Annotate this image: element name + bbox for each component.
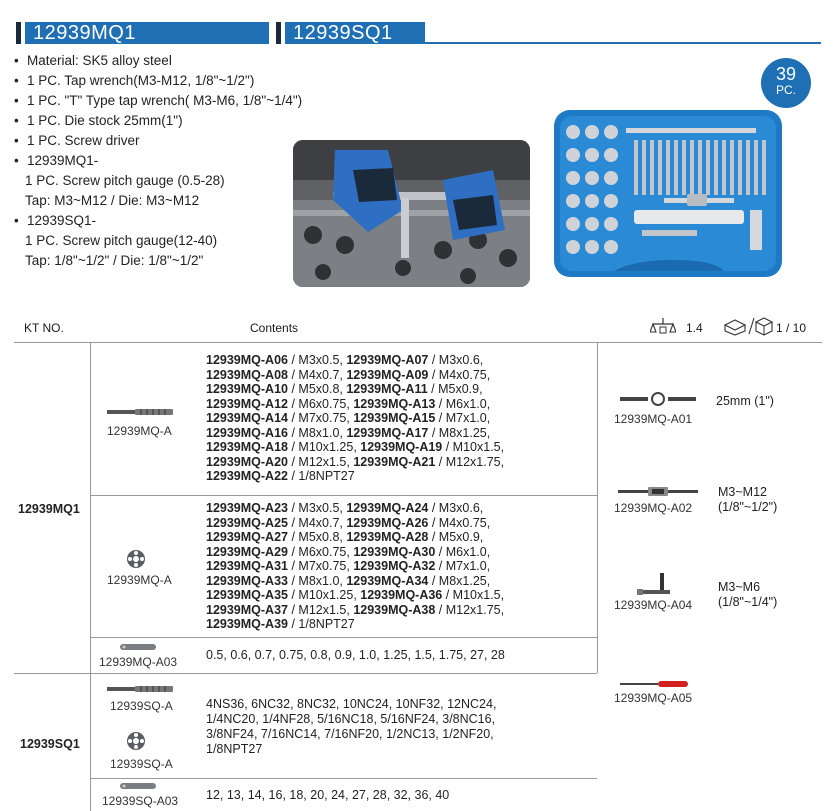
item-code: 12939MQ-A34 <box>346 573 429 588</box>
item-size: / M10x1.5, <box>442 440 505 454</box>
item-code: 12939MQ-A19 <box>360 440 443 454</box>
item-code: 12939MQ-A07 <box>346 353 429 367</box>
item-code: 12939MQ-A23 <box>206 501 288 515</box>
item-code: 12939MQ-A25 <box>206 515 288 530</box>
item-code: 12939MQ-A31 <box>206 559 288 573</box>
item-code: 12939MQ-A15 <box>353 411 436 425</box>
spec-text: 12939SQ1- <box>27 213 97 228</box>
tap-code: 12939MQ-A <box>107 424 172 438</box>
a02-size1: M3~M12 <box>718 485 767 499</box>
weight-icon <box>650 316 676 336</box>
item-size: / M7x1.0, <box>435 559 491 573</box>
die-list-row <box>206 516 594 531</box>
tap-list-row <box>206 455 594 470</box>
piece-count-badge <box>761 58 811 108</box>
tap-wrench-icon <box>618 486 698 498</box>
product-case-image <box>554 110 782 277</box>
sq-gauge-code: 12939SQ-A03 <box>102 794 179 808</box>
item-code: 12939MQ-A21 <box>353 454 436 469</box>
tap-list-row <box>206 411 594 426</box>
mq1-die-list <box>206 501 594 632</box>
tap-list-row <box>206 353 594 368</box>
item-size: / M8x1.0, <box>288 425 347 440</box>
die-icon <box>126 731 146 751</box>
item-size: / M8x1.0, <box>288 573 347 588</box>
col-contents: Contents <box>250 321 299 335</box>
item-code: 12939MQ-A18 <box>206 440 288 454</box>
mq1-tap-list <box>206 353 594 484</box>
spec-text: 1 PC. Tap wrench(M3-M12, 1/8"~1/2") <box>27 73 255 88</box>
tap-list-row <box>206 382 594 397</box>
item-size: / M6x0.75, <box>288 544 354 559</box>
spec-text: 1 PC. "T" Type tap wrench( M3-M6, 1/8"~1/4") <box>27 93 303 108</box>
sq1-size-line: 1/8NPT27 <box>206 742 263 756</box>
item-code: 12939MQ-A10 <box>206 382 288 396</box>
item-code: 12939MQ-A11 <box>346 382 428 396</box>
item-code: 12939MQ-A39 <box>206 617 288 631</box>
die-list-row <box>206 501 594 516</box>
header-bar-left <box>16 22 266 44</box>
item-size: / M4x0.7, <box>288 515 347 530</box>
tap-list-row <box>206 426 594 441</box>
item-size: / M6x0.75, <box>288 396 354 411</box>
screwdriver-icon <box>620 680 688 688</box>
item-size: / M7x0.75, <box>288 559 354 573</box>
item-size: / M3x0.6, <box>428 501 484 515</box>
spec-t-wrench: • 1 PC. "T" Type tap wrench( M3-M6, 1/8"~1/4") <box>14 93 303 108</box>
spec-material: • Material: SK5 alloy steel <box>14 53 172 68</box>
col-kt-no: KT NO. <box>24 321 64 335</box>
item-code: 12939MQ-A24 <box>346 501 429 515</box>
t-wrench-icon <box>636 573 672 599</box>
tap-icon <box>107 685 173 693</box>
group-divider <box>14 673 597 674</box>
sq1-gauge-values: 12, 13, 14, 16, 18, 20, 24, 27, 28, 32, 36, 40 <box>206 788 450 802</box>
header-bar-right <box>276 22 821 44</box>
item-size: / M7x1.0, <box>435 411 491 425</box>
item-size: / M10x1.25, <box>288 588 361 602</box>
item-code: 12939MQ-A38 <box>353 602 436 617</box>
item-size: / M8x1.25, <box>428 573 491 588</box>
item-code: 12939MQ-A26 <box>346 515 429 530</box>
item-size: / M4x0.75, <box>428 515 491 530</box>
gauge-code: 12939MQ-A03 <box>99 655 178 669</box>
item-size: / M6x1.0, <box>435 396 491 411</box>
item-code: 12939MQ-A37 <box>206 602 288 617</box>
item-size: / M10x1.25, <box>288 440 361 454</box>
a04-size1: M3~M6 <box>718 580 761 594</box>
header-notch <box>16 22 21 44</box>
header-rule <box>425 42 821 44</box>
item-code: 12939MQ-A09 <box>346 367 429 382</box>
tap-list-row <box>206 368 594 383</box>
item-size: / M12x1.5, <box>288 454 354 469</box>
item-size: / M4x0.7, <box>288 367 347 382</box>
item-code: 12939MQ-A20 <box>206 454 288 469</box>
item-code: 12939MQ-A35 <box>206 588 288 602</box>
piece-count: 39 <box>775 64 797 84</box>
sq1-size-line: 4NS36, 6NC32, 8NC32, 10NC24, 10NF32, 12NC24, <box>206 697 497 711</box>
a01-size: 25mm (1") <box>716 394 774 408</box>
spec-screwdriver: • 1 PC. Screw driver <box>14 133 140 148</box>
sq1-size-line: 3/8NF24, 7/16NC14, 7/16NF20, 1/2NC13, 1/2NF20, <box>206 727 494 741</box>
a01-code: 12939MQ-A01 <box>614 412 693 426</box>
item-code: 12939MQ-A36 <box>360 588 443 602</box>
item-code: 12939MQ-A17 <box>346 425 429 440</box>
item-code: 12939MQ-A28 <box>346 530 429 544</box>
item-size: / 1/8NPT27 <box>288 617 355 631</box>
item-size: / M5x0.8, <box>288 382 347 396</box>
sq1-size-line: 1/4NC20, 1/4NF28, 5/16NC18, 5/16NF24, 3/8NC16, <box>206 712 496 726</box>
item-size: / M3x0.5, <box>288 501 347 515</box>
item-size: / M5x0.8, <box>288 530 347 544</box>
die-code: 12939MQ-A <box>107 573 172 587</box>
item-size: / M3x0.6, <box>428 353 484 367</box>
item-code: 12939MQ-A13 <box>353 396 436 411</box>
spec-die-stock: • 1 PC. Die stock 25mm(1") <box>14 113 183 128</box>
row-divider <box>91 637 597 638</box>
weight-value: 1.4 <box>686 321 703 335</box>
item-code: 12939MQ-A16 <box>206 425 288 440</box>
row-divider <box>91 778 597 779</box>
piece-unit: PC. <box>775 83 796 97</box>
sq-die-code: 12939SQ-A <box>110 757 173 771</box>
spec-tap-wrench: • 1 PC. Tap wrench(M3-M12, 1/8"~1/2") <box>14 73 255 88</box>
item-size: / M5x0.9, <box>427 382 483 396</box>
pitch-gauge-icon <box>120 782 156 790</box>
item-code: 12939MQ-A27 <box>206 530 288 544</box>
die-icon <box>126 549 146 569</box>
item-code: 12939MQ-A30 <box>353 544 436 559</box>
spec-text: 12939MQ1- <box>27 153 99 168</box>
item-code: 12939MQ-A29 <box>206 544 288 559</box>
die-list-row <box>206 545 594 560</box>
header-title-right: 12939SQ1 <box>285 22 425 44</box>
item-code: 12939MQ-A06 <box>206 353 288 367</box>
item-size: / M12x1.75, <box>435 454 505 469</box>
spec-mq1-title: • 12939MQ1- <box>14 153 99 168</box>
die-stock-icon <box>620 392 696 406</box>
item-size: / 1/8NPT27 <box>288 469 355 483</box>
tap-list-row <box>206 397 594 412</box>
spec-text: 1 PC. Die stock 25mm(1") <box>27 113 183 128</box>
item-size: / M3x0.5, <box>288 353 347 367</box>
item-code: 12939MQ-A33 <box>206 573 288 588</box>
die-list-row <box>206 559 594 574</box>
header-notch <box>276 22 281 44</box>
pitch-gauge-icon <box>120 643 156 651</box>
spec-mq1-range: Tap: M3~M12 / Die: M3~M12 <box>25 193 200 208</box>
a02-size2: (1/8"~1/2") <box>718 500 778 514</box>
package-icon <box>723 316 775 336</box>
product-case-illustration <box>554 110 782 277</box>
a02-code: 12939MQ-A02 <box>614 501 693 515</box>
a05-code: 12939MQ-A05 <box>614 691 693 705</box>
die-list-row <box>206 603 594 618</box>
spec-text: Material: SK5 alloy steel <box>27 53 172 68</box>
item-size: / M12x1.5, <box>288 602 354 617</box>
spec-sq1-title: • 12939SQ1- <box>14 213 97 228</box>
usage-photo <box>293 140 530 287</box>
spec-text: 1 PC. Screw driver <box>27 133 140 148</box>
table-top-rule <box>14 342 822 343</box>
item-size: / M4x0.75, <box>428 367 491 382</box>
tap-list-row <box>206 440 594 455</box>
die-list-row <box>206 574 594 589</box>
mq1-gauge-values: 0.5, 0.6, 0.7, 0.75, 0.8, 0.9, 1.0, 1.25, 1.5, 1.75, 27, 28 <box>206 648 505 662</box>
item-size: / M7x0.75, <box>288 411 354 425</box>
col-divider-code <box>90 343 91 811</box>
a04-size2: (1/8"~1/4") <box>718 595 778 609</box>
sq-tap-code: 12939SQ-A <box>110 699 173 713</box>
item-code: 12939MQ-A32 <box>353 559 436 573</box>
pack-value: 1 / 10 <box>776 321 807 335</box>
item-code: 12939MQ-A08 <box>206 367 288 382</box>
item-code: 12939MQ-A12 <box>206 396 288 411</box>
item-size: / M8x1.25, <box>428 425 491 440</box>
die-list-row <box>206 617 594 632</box>
item-size: / M10x1.5, <box>442 588 505 602</box>
usage-photo-illustration <box>293 140 530 287</box>
col-divider-content <box>597 343 598 673</box>
row-divider <box>91 495 597 496</box>
item-size: / M6x1.0, <box>435 544 491 559</box>
item-code: 12939MQ-A14 <box>206 411 288 425</box>
header-title-left: 12939MQ1 <box>25 22 269 44</box>
item-size: / M5x0.9, <box>428 530 484 544</box>
spec-sq1-range: Tap: 1/8"~1/2" / Die: 1/8"~1/2" <box>25 253 204 268</box>
tap-list-row <box>206 469 594 484</box>
item-code: 12939MQ-A22 <box>206 469 288 483</box>
item-size: / M12x1.75, <box>435 602 505 617</box>
kt-12939mq1: 12939MQ1 <box>18 502 80 516</box>
die-list-row <box>206 588 594 603</box>
a04-code: 12939MQ-A04 <box>614 598 693 612</box>
kt-12939sq1: 12939SQ1 <box>20 737 80 751</box>
die-list-row <box>206 530 594 545</box>
tap-icon <box>107 408 173 416</box>
spec-mq1-gauge: 1 PC. Screw pitch gauge (0.5-28) <box>25 173 225 188</box>
spec-sq1-gauge: 1 PC. Screw pitch gauge(12-40) <box>25 233 218 248</box>
